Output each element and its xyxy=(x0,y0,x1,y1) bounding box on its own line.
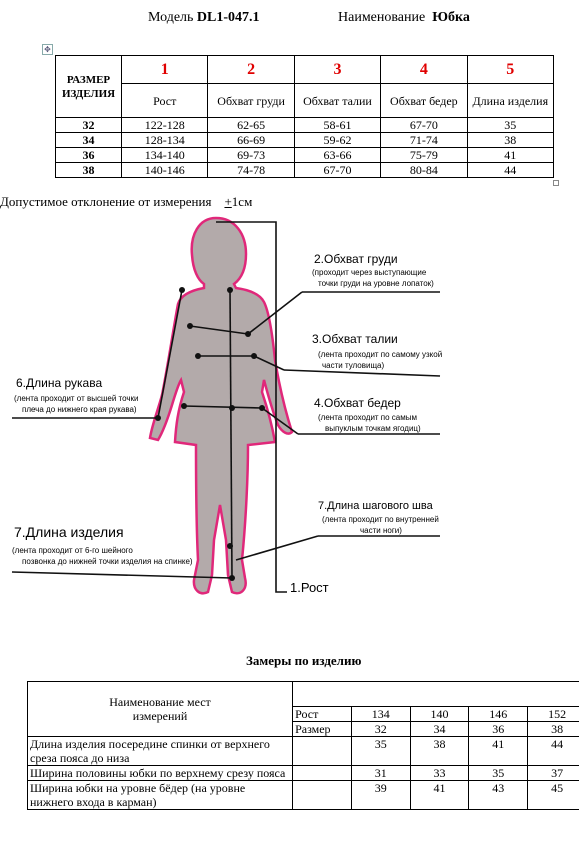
label-waist-desc1: (лента проходит по самому узкой xyxy=(318,350,443,359)
table-row xyxy=(56,118,554,133)
size-cell: 34 xyxy=(56,133,122,148)
table-row xyxy=(56,133,554,148)
label-sleeve-desc1: (лента проходит от высшей точки xyxy=(14,394,139,403)
name-value: Юбка xyxy=(432,10,470,25)
measure-value: 38 xyxy=(410,737,469,766)
label-bust-desc2: точки груди на уровне лопаток) xyxy=(318,279,434,288)
label-height-title: 1.Рост xyxy=(290,580,329,595)
measure-value: 41 xyxy=(469,737,528,766)
cell: 66-69 xyxy=(208,133,294,148)
name-label: Наименование xyxy=(338,10,426,25)
cell: 59-62 xyxy=(294,133,380,148)
child-silhouette xyxy=(150,218,292,593)
cell: 122-128 xyxy=(122,118,208,133)
cell: 74-78 xyxy=(208,163,294,178)
col-number: 2 xyxy=(208,56,294,84)
tolerance-line xyxy=(0,194,252,210)
cell: 67-70 xyxy=(294,163,380,178)
cell: 140-146 xyxy=(122,163,208,178)
label-inseam-desc2: части ноги) xyxy=(360,526,402,535)
model-value: DL1-047.1 xyxy=(196,10,260,25)
label-inseam-title: 7.Длина шагового шва xyxy=(318,500,433,512)
size-cell: 38 xyxy=(56,163,122,178)
cell: 44 xyxy=(467,163,553,178)
name-line xyxy=(338,10,470,26)
label-sleeve-title: 6.Длина рукава xyxy=(16,376,103,390)
rost-value: 134 xyxy=(351,707,410,722)
label-length-desc1: (лента проходит от 6-го шейного xyxy=(12,546,133,555)
label-hips-desc1: (лента проходит по самым xyxy=(318,413,417,422)
cell: 58-61 xyxy=(294,118,380,133)
rost-value: 140 xyxy=(410,707,469,722)
table-move-handle-icon[interactable]: ✥ xyxy=(42,44,53,55)
tolerance-value: 1см xyxy=(231,194,253,209)
tolerance-pm: + xyxy=(224,194,232,209)
measure-name: Ширина юбки на уровне бёдер (на уровне нижнего входа в карман) xyxy=(28,781,293,810)
label-waist-title: 3.Обхват талии xyxy=(312,332,398,346)
product-head-empty xyxy=(293,682,579,707)
column-header: Обхват груди xyxy=(208,84,294,118)
label-hips-title: 4.Обхват бедер xyxy=(314,396,401,410)
cell: 69-73 xyxy=(208,148,294,163)
cell: 35 xyxy=(467,118,553,133)
tolerance-text: Допустимое отклонение от измерения xyxy=(0,194,212,209)
size-header: РАЗМЕР ИЗДЕЛИЯ xyxy=(56,56,122,118)
measure-value: 45 xyxy=(528,781,579,810)
size-value: 36 xyxy=(469,722,528,737)
label-length-title: 7.Длина изделия xyxy=(14,524,124,540)
table-row xyxy=(56,163,554,178)
col-number: 1 xyxy=(122,56,208,84)
cell: 134-140 xyxy=(122,148,208,163)
measure-name: Ширина половины юбки по верхнему срезу пояса xyxy=(28,766,293,781)
cell: 75-79 xyxy=(381,148,467,163)
measure-value: 41 xyxy=(410,781,469,810)
cell: 41 xyxy=(467,148,553,163)
rost-value: 152 xyxy=(528,707,579,722)
measure-value: 44 xyxy=(528,737,579,766)
label-bust-desc1: (проходит через выступающие xyxy=(312,268,427,277)
cell: 80-84 xyxy=(381,163,467,178)
table-row xyxy=(28,737,579,766)
measure-value: 37 xyxy=(528,766,579,781)
table-resize-handle[interactable] xyxy=(553,180,559,186)
measure-value: 43 xyxy=(469,781,528,810)
table-row xyxy=(56,148,554,163)
label-length-desc2: позвонка до нижней точки изделия на спинке) xyxy=(22,557,193,566)
label-hips-desc2: выпуклым точкам ягодиц) xyxy=(325,424,421,433)
label-bust-title: 2.Обхват груди xyxy=(314,252,398,266)
product-table xyxy=(27,681,579,810)
measure-value: 39 xyxy=(351,781,410,810)
table-row xyxy=(28,766,579,781)
col-number: 4 xyxy=(381,56,467,84)
column-header: Длина изделия xyxy=(467,84,553,118)
measure-value: 35 xyxy=(469,766,528,781)
column-header: Обхват бедер xyxy=(381,84,467,118)
measure-value: 31 xyxy=(351,766,410,781)
measure-name: Длина изделия посередине спинки от верхнего среза пояса до низа xyxy=(28,737,293,766)
cell: 62-65 xyxy=(208,118,294,133)
product-title: Замеры по изделию xyxy=(246,653,362,668)
cell: 71-74 xyxy=(381,133,467,148)
model-line xyxy=(148,10,260,26)
table-row xyxy=(28,781,579,810)
size-value: 32 xyxy=(351,722,410,737)
cell: 67-70 xyxy=(381,118,467,133)
size-cell: 36 xyxy=(56,148,122,163)
product-head-label: Наименование мест измерений xyxy=(28,682,293,737)
measure-value: 33 xyxy=(410,766,469,781)
size-value: 34 xyxy=(410,722,469,737)
label-inseam-desc1: (лента проходит по внутренней xyxy=(322,515,439,524)
col-number: 5 xyxy=(467,56,553,84)
col-number: 3 xyxy=(294,56,380,84)
rost-value: 146 xyxy=(469,707,528,722)
label-sleeve-desc2: плеча до нижнего края рукава) xyxy=(22,405,137,414)
size-cell: 32 xyxy=(56,118,122,133)
rost-label: Рост xyxy=(293,707,352,722)
column-header: Обхват талии xyxy=(294,84,380,118)
cell: 63-66 xyxy=(294,148,380,163)
cell: 38 xyxy=(467,133,553,148)
size-table xyxy=(55,55,554,178)
measure-value: 35 xyxy=(351,737,410,766)
razmer-label: Размер xyxy=(293,722,352,737)
model-label: Модель xyxy=(148,10,194,25)
cell: 128-134 xyxy=(122,133,208,148)
label-waist-desc2: части туловища) xyxy=(322,361,385,370)
size-value: 38 xyxy=(528,722,579,737)
column-header: Рост xyxy=(122,84,208,118)
